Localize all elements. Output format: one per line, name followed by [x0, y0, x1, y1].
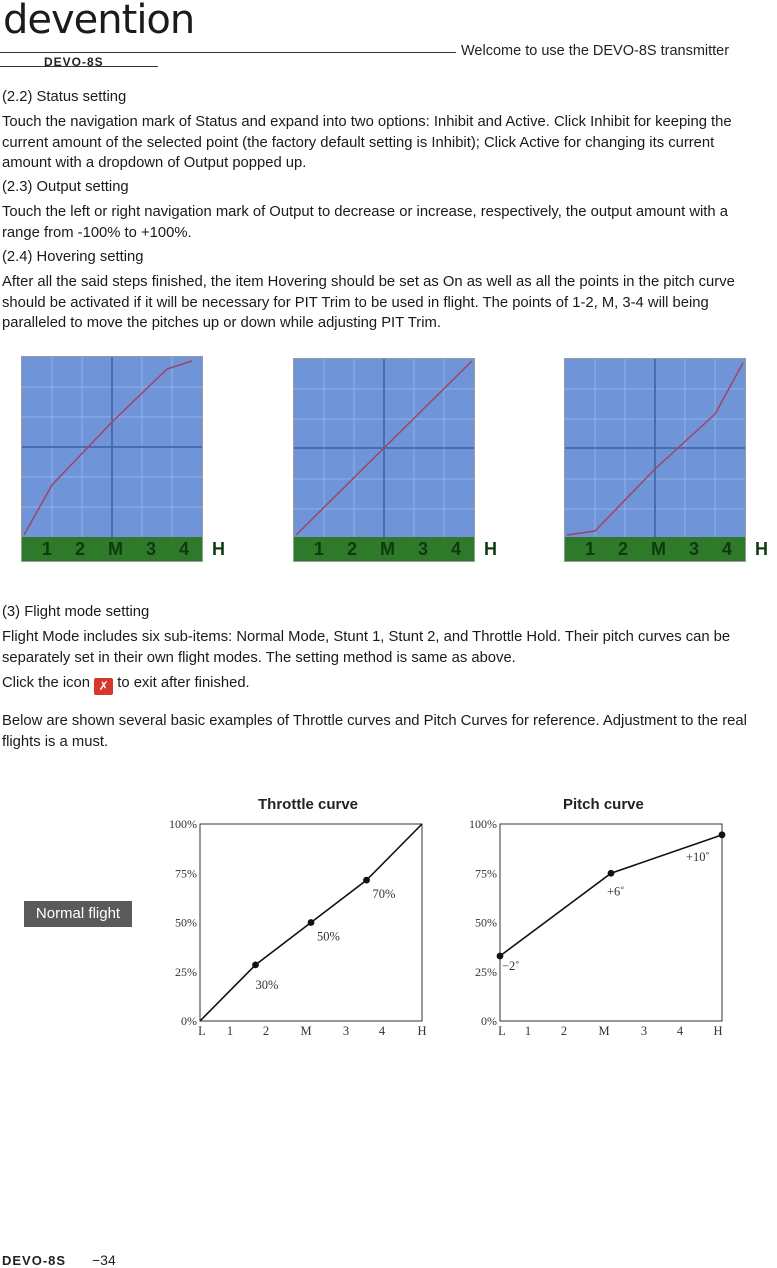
- y-tick-label: 25%: [175, 964, 197, 979]
- x-tick-label: 2: [262, 1024, 270, 1038]
- x-tick-label: L: [198, 1024, 206, 1038]
- point-label: 70%: [372, 887, 396, 902]
- y-tick-label: 75%: [175, 866, 197, 881]
- curve-screen-3: [564, 358, 777, 562]
- y-tick-label: 100%: [469, 817, 497, 831]
- x-tick-label: M: [300, 1024, 312, 1038]
- section-body: After all the said steps finished, the item Hovering should be set as On as well as all the points in the pitch curve should be activated if it will be necessary for PIT Trim to be used in flight. The points of 1-2, M, 3-4 will being paralleled to move the pitches up or down while adjusting PIT Trim.: [2, 274, 735, 331]
- exit-icon[interactable]: ✗: [94, 678, 113, 695]
- x-tick-label: 2: [560, 1024, 568, 1038]
- curve-screen-1: [21, 356, 235, 562]
- curve-point: [363, 877, 370, 884]
- section-heading: (3) Flight mode setting: [2, 604, 150, 620]
- curve-point: [308, 919, 315, 926]
- header-title: Welcome to use the DEVO-8S transmitter: [461, 43, 730, 59]
- x-tick-label: 4: [378, 1024, 386, 1038]
- point-label: +10˚: [686, 849, 710, 864]
- curve-screen-bar: 1 2 M 3 4 H: [294, 537, 474, 561]
- curve-screen-bar: 1 2 M 3 4 H: [565, 537, 745, 561]
- curve-screen-bar: 1 2 M 3 4 H: [22, 537, 202, 561]
- chart-title: Throttle curve: [258, 796, 359, 813]
- point-label: +6˚: [607, 884, 625, 899]
- examples-body: Below are shown several basic examples of Throttle curves and Pitch Curves for reference. Adjustment to the real flights is a must.: [2, 713, 747, 750]
- header-rule: [158, 52, 456, 53]
- x-tick-label: H: [417, 1024, 427, 1038]
- y-tick-label: 50%: [475, 915, 497, 930]
- exit-instruction-before: Click the icon: [2, 675, 90, 691]
- chart-title: Pitch curve: [563, 796, 644, 813]
- curve-screen-plot: [294, 359, 474, 537]
- curve-screen-plot: [22, 357, 202, 537]
- brand-model: DEVO-8S: [44, 55, 104, 69]
- curve-point: [608, 870, 615, 877]
- x-tick-label: 4: [676, 1024, 684, 1038]
- curve-point: [252, 961, 259, 968]
- x-tick-label: H: [713, 1024, 723, 1038]
- page-number: −34: [92, 1252, 116, 1268]
- x-tick-label: 3: [342, 1024, 350, 1038]
- x-tick-label: M: [598, 1024, 610, 1038]
- section-heading: (2.2) Status setting: [2, 89, 127, 105]
- brand-logo: devention: [3, 0, 195, 43]
- section-body: Touch the navigation mark of Status and expand into two options: Inhibit and Active. Click Inhibit for keeping the current amount of the selected point (the factory default setting is Inhibit); Click Active for changing its current amount with a dropdown of Output popped up.: [2, 114, 732, 171]
- throttle-chart: [150, 810, 440, 1046]
- curve-point: [719, 831, 726, 838]
- section-heading: (2.3) Output setting: [2, 179, 129, 195]
- section-body: Touch the left or right navigation mark of Output to decrease or increase, respectively, the output amount with a range from -100% to +100%.: [2, 204, 728, 241]
- section-heading: (2.4) Hovering setting: [2, 249, 144, 265]
- point-label: 50%: [317, 929, 340, 944]
- header-line: [0, 52, 158, 53]
- footer-model: DEVO-8S: [2, 1253, 67, 1268]
- x-tick-label: L: [498, 1024, 506, 1038]
- x-tick-label: 1: [226, 1024, 234, 1038]
- curve-screen-plot: [565, 359, 745, 537]
- exit-instruction-after: to exit after finished.: [117, 675, 250, 691]
- y-tick-label: 0%: [181, 1014, 197, 1028]
- y-tick-label: 75%: [475, 866, 497, 881]
- y-tick-label: 25%: [475, 964, 497, 979]
- y-tick-label: 50%: [175, 915, 197, 930]
- x-tick-label: 3: [640, 1024, 648, 1038]
- section-body: Flight Mode includes six sub-items: Normal Mode, Stunt 1, Stunt 2, and Throttle Hold. Their pitch curves can be separately set in their own flight modes. The setting method is same as above.: [2, 629, 731, 666]
- y-tick-label: 0%: [481, 1014, 497, 1028]
- pitch-chart: [450, 810, 750, 1046]
- y-tick-label: 100%: [169, 817, 197, 831]
- curve-screen-2: [293, 358, 507, 562]
- point-label: −2˚: [502, 958, 520, 973]
- mode-badge: Normal flight: [24, 901, 132, 927]
- point-label: 30%: [255, 977, 279, 992]
- exit-instruction: [2, 673, 766, 695]
- x-tick-label: 1: [524, 1024, 532, 1038]
